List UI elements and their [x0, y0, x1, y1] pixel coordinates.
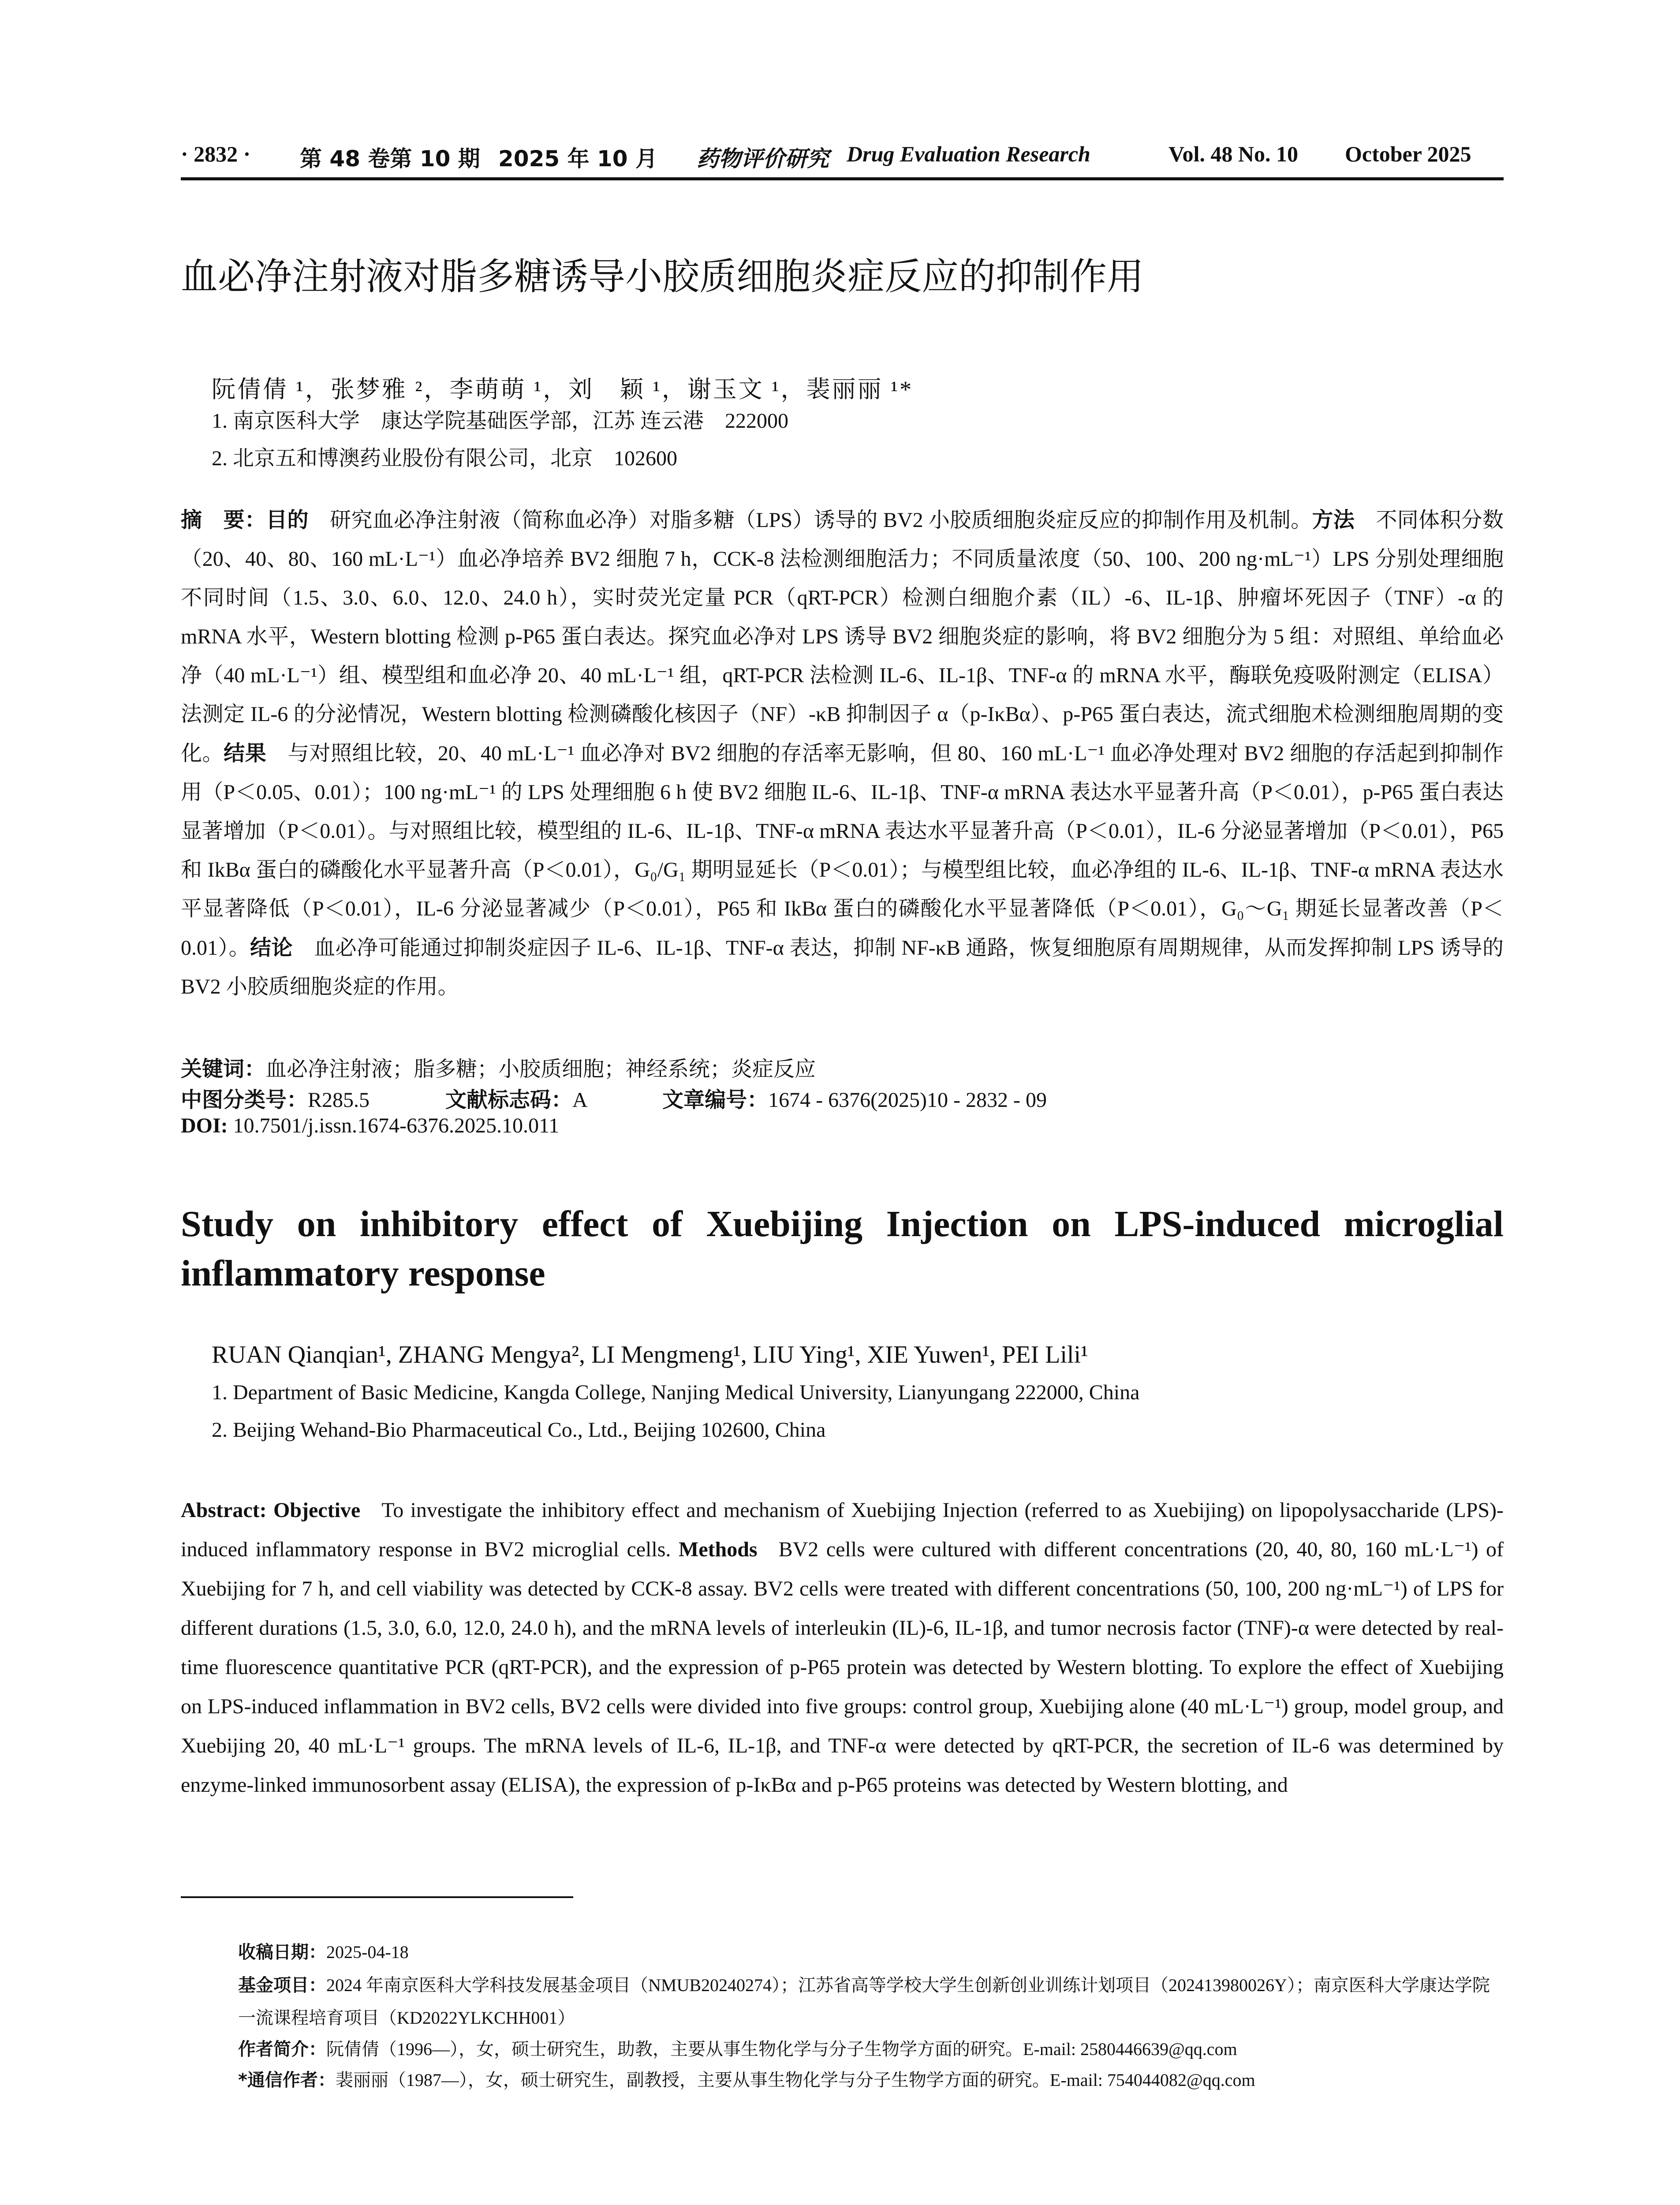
abstract-label-en: Abstract:: [181, 1499, 267, 1522]
objective-en: To investigate the inhibitory effect and mechanism of Xuebijing Injection (referred to as Xuebijing) on lipopolysaccharide (LPS)-induced inflammatory response in BV2 microglial cells.: [181, 1499, 1504, 1561]
classification-row: [181, 1083, 1047, 1113]
author-bio-label: 作者简介：: [238, 2039, 326, 2059]
corr-label: *通信作者：: [238, 2070, 336, 2090]
keywords-label: 关键词：: [181, 1057, 266, 1081]
journal-logo-cn: 药物评价研究: [697, 146, 829, 172]
abstract-en: [181, 1491, 1504, 1805]
keywords: [181, 1052, 816, 1082]
objective-label-en: Objective: [273, 1499, 361, 1522]
doc-code-label: 文献标志码：: [445, 1088, 573, 1112]
journal-name-en: Drug Evaluation Research: [847, 142, 1090, 166]
page-number: · 2832 ·: [181, 142, 251, 166]
methods-label-en: Methods: [678, 1538, 758, 1561]
affiliation-cn-2: 2. 北京五和博澳药业股份有限公司，北京 102600: [212, 447, 678, 470]
fund-value: 2024 年南京医科大学科技发展基金项目（NMUB20240274）；江苏省高等学校大学生创新创业训练计划项目（202413980026Y）；南京医科大学康达学院一流课程培育项目（KD2022YLKCHH001）: [238, 1975, 1490, 2028]
keywords-value: 血必净注射液；脂多糖；小胶质细胞；神经系统；炎症反应: [265, 1058, 816, 1081]
authors-cn: 阮倩倩 ¹，张梦雅 ²，李萌萌 ¹，刘 颖 ¹，谢玉文 ¹，裴丽丽 ¹*: [212, 376, 914, 403]
doi-value[interactable]: 10.7501/j.issn.1674-6376.2025.10.011: [233, 1114, 560, 1137]
results-label-cn: 结果: [224, 741, 267, 766]
running-header: [181, 141, 1504, 176]
doi-row: [181, 1114, 559, 1138]
conclusion-label-cn: 结论: [250, 935, 293, 960]
article-no-label: 文章编号：: [662, 1088, 769, 1112]
methods-en: BV2 cells were cultured with different concentrations (20, 40, 80, 160 mL·L⁻¹) of Xuebijing for 7 h, and cell viability was detected by CCK-8 assay. BV2 cells were treated with different concentrations (50, 100, 200 ng·mL⁻¹) of LPS for different durations (1.5, 3.0, 6.0, 12.0, 24.0 h), and the mRNA levels of interleukin (IL)-6, IL-1β, and tumor necrosis factor (TNF)-α were detected by real-time fluorescence quantitative PCR (qRT-PCR), and the expression of p-P65 protein was detected by Western blotting. To explore the effect of Xuebijing on LPS-induced inflammation in BV2 cells, BV2 cells were divided into five groups: control group, Xuebijing alone (40 mL·L⁻¹) group, model group, and Xuebijing 20, 40 mL·L⁻¹ groups. The mRNA levels of IL-6, IL-1β, and TNF-α were detected by qRT-PCR, the secretion of IL-6 was determined by enzyme-linked immunosorbent assay (ELISA), the expression of p-IκBα and p-P65 proteins was detected by Western blotting, and: [181, 1538, 1504, 1797]
title-cn: 血必净注射液对脂多糖诱导小胶质细胞炎症反应的抑制作用: [181, 255, 1144, 298]
doc-code-value: A: [572, 1088, 587, 1112]
clc-label: 中图分类号：: [181, 1088, 308, 1112]
article-no-value: 1674 - 6376(2025)10 - 2832 - 09: [768, 1088, 1047, 1112]
author-bio-value: 阮倩倩（1996—），女，硕士研究生，助教，主要从事生物化学与分子生物学方面的研究。E-mail: 2580446639@qq.com: [326, 2039, 1237, 2059]
methods-label-cn: 方法: [1312, 508, 1355, 532]
received-label: 收稿日期：: [238, 1942, 326, 1962]
methods-cn: 不同体积分数（20、40、80、160 mL·L⁻¹）血必净培养 BV2 细胞 7 h，CCK-8 法检测细胞活力；不同质量浓度（50、100、200 ng·mL⁻¹）LPS 分别处理细胞不同时间（1.5、3.0、6.0、12.0、24.0 h），实时荧光定量 PCR（qRT-PCR）检测白细胞介素（IL）-6、IL-1β、肿瘤坏死因子（TNF）-α 的 mRNA 水平，Western blotting 检测 p-P65 蛋白表达。探究血必净对 LPS 诱导 BV2 细胞炎症的影响，将 BV2 细胞分为 5 组：对照组、单给血必净（40 mL·L⁻¹）组、模型组和血必净 20、40 mL·L⁻¹ 组，qRT-PCR 法检测 IL-6、IL-1β、TNF-α 的 mRNA 水平，酶联免疫吸附测定（ELISA）法测定 IL-6 的分泌情况，Western blotting 检测磷酸化核因子（NF）-κB 抑制因子 α（p-IκBα）、p-P65 蛋白表达，流式细胞术检测细胞周期的变化。: [181, 508, 1504, 765]
footnote-rule: [181, 1896, 573, 1898]
fund-info: [238, 1969, 1504, 2034]
objective-cn: 研究血必净注射液（简称血必净）对脂多糖（LPS）诱导的 BV2 小胶质细胞炎症反应的抑制作用及机制。: [329, 508, 1312, 532]
affiliation-en-1: 1. Department of Basic Medicine, Kangda College, Nanjing Medical University, Lianyungang 222000, China: [212, 1381, 1140, 1404]
affiliation-cn-1: 1. 南京医科大学 康达学院基础医学部，江苏 连云港 222000: [212, 409, 789, 433]
date-cn: 2025 年 10 月: [498, 146, 657, 172]
doi-label: DOI:: [181, 1114, 228, 1137]
header-rule: [181, 177, 1504, 180]
conclusion-cn: 血必净可能通过抑制炎症因子 IL-6、IL-1β、TNF-α 表达，抑制 NF-κB 通路，恢复细胞原有周期规律，从而发挥抑制 LPS 诱导的 BV2 小胶质细胞炎症的作用。: [181, 936, 1504, 998]
objective-label-cn: 目的: [266, 508, 309, 532]
author-bio: [238, 2035, 1237, 2060]
authors-en: RUAN Qianqian¹, ZHANG Mengya², LI Mengmeng¹, LIU Ying¹, XIE Yuwen¹, PEI Lili¹: [212, 1341, 1088, 1368]
abstract-cn: [181, 501, 1504, 1006]
date-en: October 2025: [1345, 142, 1471, 166]
received-value: 2025-04-18: [326, 1942, 409, 1962]
results-cn: 与对照组比较，20、40 mL·L⁻¹ 血必净对 BV2 细胞的存活率无影响，但 80、160 mL·L⁻¹ 血必净处理对 BV2 细胞的存活起到抑制作用（P＜0.05、0.01）；100 ng·mL⁻¹ 的 LPS 处理细胞 6 h 使 BV2 细胞 IL-6、IL-1β、TNF-α mRNA 表达水平显著升高（P＜0.01），p-P65 蛋白表达显著增加（P＜0.01）。与对照组比较，模型组的 IL-6、IL-1β、TNF-α mRNA 表达水平显著升高（P＜0.01），IL-6 分泌显著增加（P＜0.01），P65 和 IkBα 蛋白的磷酸化水平显著升高（P＜0.01），G₀/G₁ 期明显延长（P＜0.01）；与模型组比较，血必净组的 IL-6、IL-1β、TNF-α mRNA 表达水平显著降低（P＜0.01），IL-6 分泌显著减少（P＜0.01），P65 和 IkBα 蛋白的磷酸化水平显著降低（P＜0.01），G₀～G₁ 期延长显著改善（P＜0.01）。: [181, 742, 1504, 960]
title-en: Study on inhibitory effect of Xuebijing Injection on LPS-induced microglial inflammatory response: [181, 1203, 1504, 1294]
clc-value: R285.5: [308, 1088, 370, 1112]
volume-en: Vol. 48 No. 10: [1169, 142, 1299, 166]
affiliation-en-2: 2. Beijing Wehand-Bio Pharmaceutical Co., Ltd., Beijing 102600, China: [212, 1418, 826, 1442]
corresponding-author: [238, 2066, 1255, 2091]
received-date: [238, 1938, 409, 1963]
issue-cn: 第 48 卷第 10 期: [300, 146, 480, 172]
corr-value: 裴丽丽（1987—），女，硕士研究生，副教授，主要从事生物化学与分子生物学方面的研究。E-mail: 754044082@qq.com: [335, 2070, 1255, 2090]
abstract-label-cn: 摘 要：: [181, 508, 266, 532]
fund-label: 基金项目：: [238, 1975, 326, 1996]
